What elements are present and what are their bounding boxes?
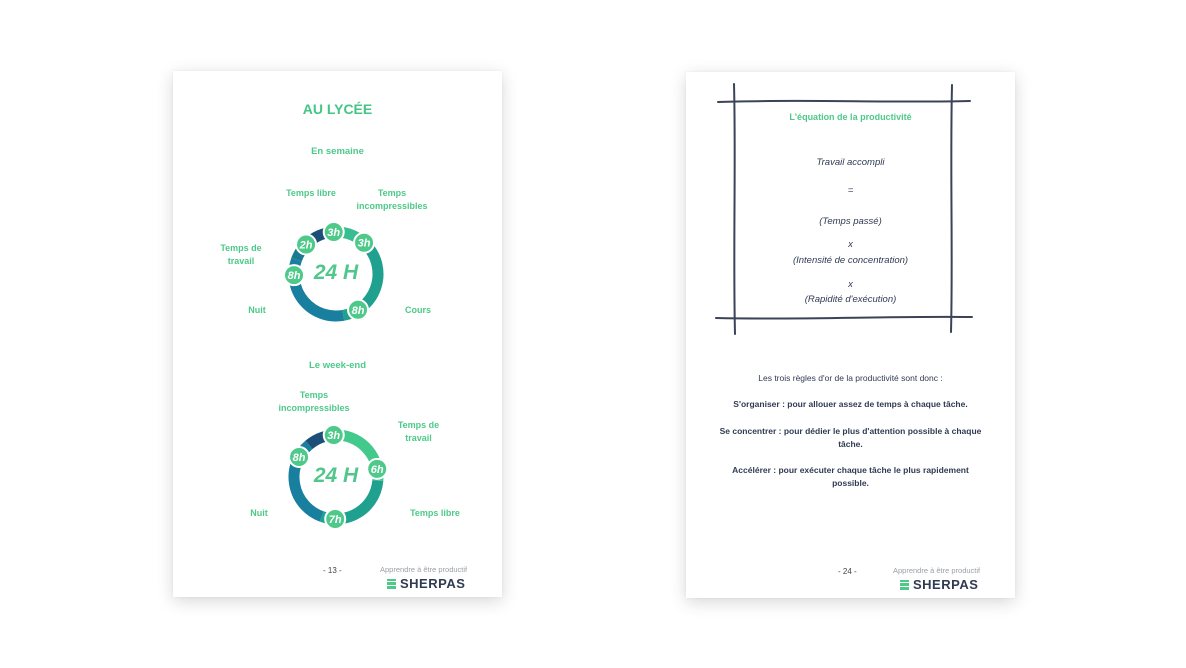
weekday-label-nuit: Nuit — [248, 305, 266, 315]
weekend-donut-center: 24 H — [313, 464, 359, 487]
logo-text: SHERPAS — [400, 576, 466, 591]
weekend-badge-label-2: 7h — [328, 513, 342, 526]
sherpas-logo — [900, 577, 978, 592]
rules-intro: Les trois règles d'or de la productivité sont donc : — [758, 373, 943, 383]
footer-caption: Apprendre à être productif — [380, 565, 468, 574]
weekend-badge-label-1: 6h — [370, 463, 384, 476]
sherpas-logo — [387, 576, 465, 591]
rule-3: Accélérer : pour exécuter chaque tâche le plus rapidement possible. — [732, 465, 969, 488]
equation-line-2: = — [847, 185, 854, 196]
weekday-badge-2 — [348, 300, 368, 320]
weekday-label-cours: Cours — [404, 305, 431, 315]
weekend-badge-4 — [324, 425, 344, 445]
weekday-badge-5 — [324, 222, 344, 242]
logo-mark-icon — [900, 580, 909, 590]
page-number: - 24 - — [838, 567, 857, 576]
page-13 — [173, 71, 502, 597]
weekday-badge-1 — [354, 233, 374, 253]
weekday-badge-label-4: 2h — [299, 239, 313, 252]
page-24 — [686, 72, 1015, 598]
weekend-badge-label-4: 3h — [327, 430, 341, 443]
equation-title: L'équation de la productivité — [789, 112, 912, 122]
rule-2: Se concentrer : pour dédier le plus d'attention possible à chaque tâche. — [719, 426, 982, 449]
weekday-badge-label-1: 3h — [357, 237, 371, 250]
weekend-label-temps-de-travail: Temps de travail — [397, 420, 440, 443]
rule-1: S'organiser : pour allouer assez de temps à chaque tâche. — [733, 399, 968, 409]
weekday-donut-center: 24 H — [313, 261, 359, 284]
weekday-heading: En semaine — [311, 146, 364, 157]
equation-line-3: (Temps passé) — [819, 216, 882, 227]
weekend-label-temps-libre: Temps libre — [410, 508, 460, 518]
equation-line-5: (Intensité de concentration) — [792, 255, 909, 266]
weekday-badge-label-5: 3h — [327, 227, 341, 240]
equation-line-6: x — [848, 279, 853, 290]
weekend-badge-label-3: 8h — [292, 452, 306, 465]
equation-line-4: x — [848, 239, 853, 250]
weekday-label-temps-de-travail: Temps de travail — [220, 243, 262, 266]
weekday-badge-4 — [296, 235, 316, 255]
logo-mark-icon — [387, 579, 396, 589]
weekend-label-nuit: Nuit — [250, 508, 268, 518]
weekday-label-temps-libre: Temps libre — [286, 188, 336, 198]
weekend-label-temps-incompressibles: Temps incompressibles — [278, 390, 350, 413]
logo-text: SHERPAS — [913, 577, 979, 592]
weekend-heading: Le week-end — [308, 360, 367, 371]
page-title: AU LYCÉE — [302, 101, 373, 117]
weekend-badge-2 — [325, 509, 345, 529]
page-number: - 13 - — [323, 566, 342, 575]
equation-line-7: (Rapidité d'exécution) — [804, 294, 897, 305]
equation-line-1: Travail accompli — [816, 157, 885, 168]
footer-caption: Apprendre à être productif — [893, 566, 981, 575]
weekday-badge-label-3: 8h — [287, 270, 301, 283]
weekday-badge-label-2: 8h — [351, 304, 365, 317]
weekday-label-temps-incompressibles: Temps incompressibles — [356, 188, 428, 211]
